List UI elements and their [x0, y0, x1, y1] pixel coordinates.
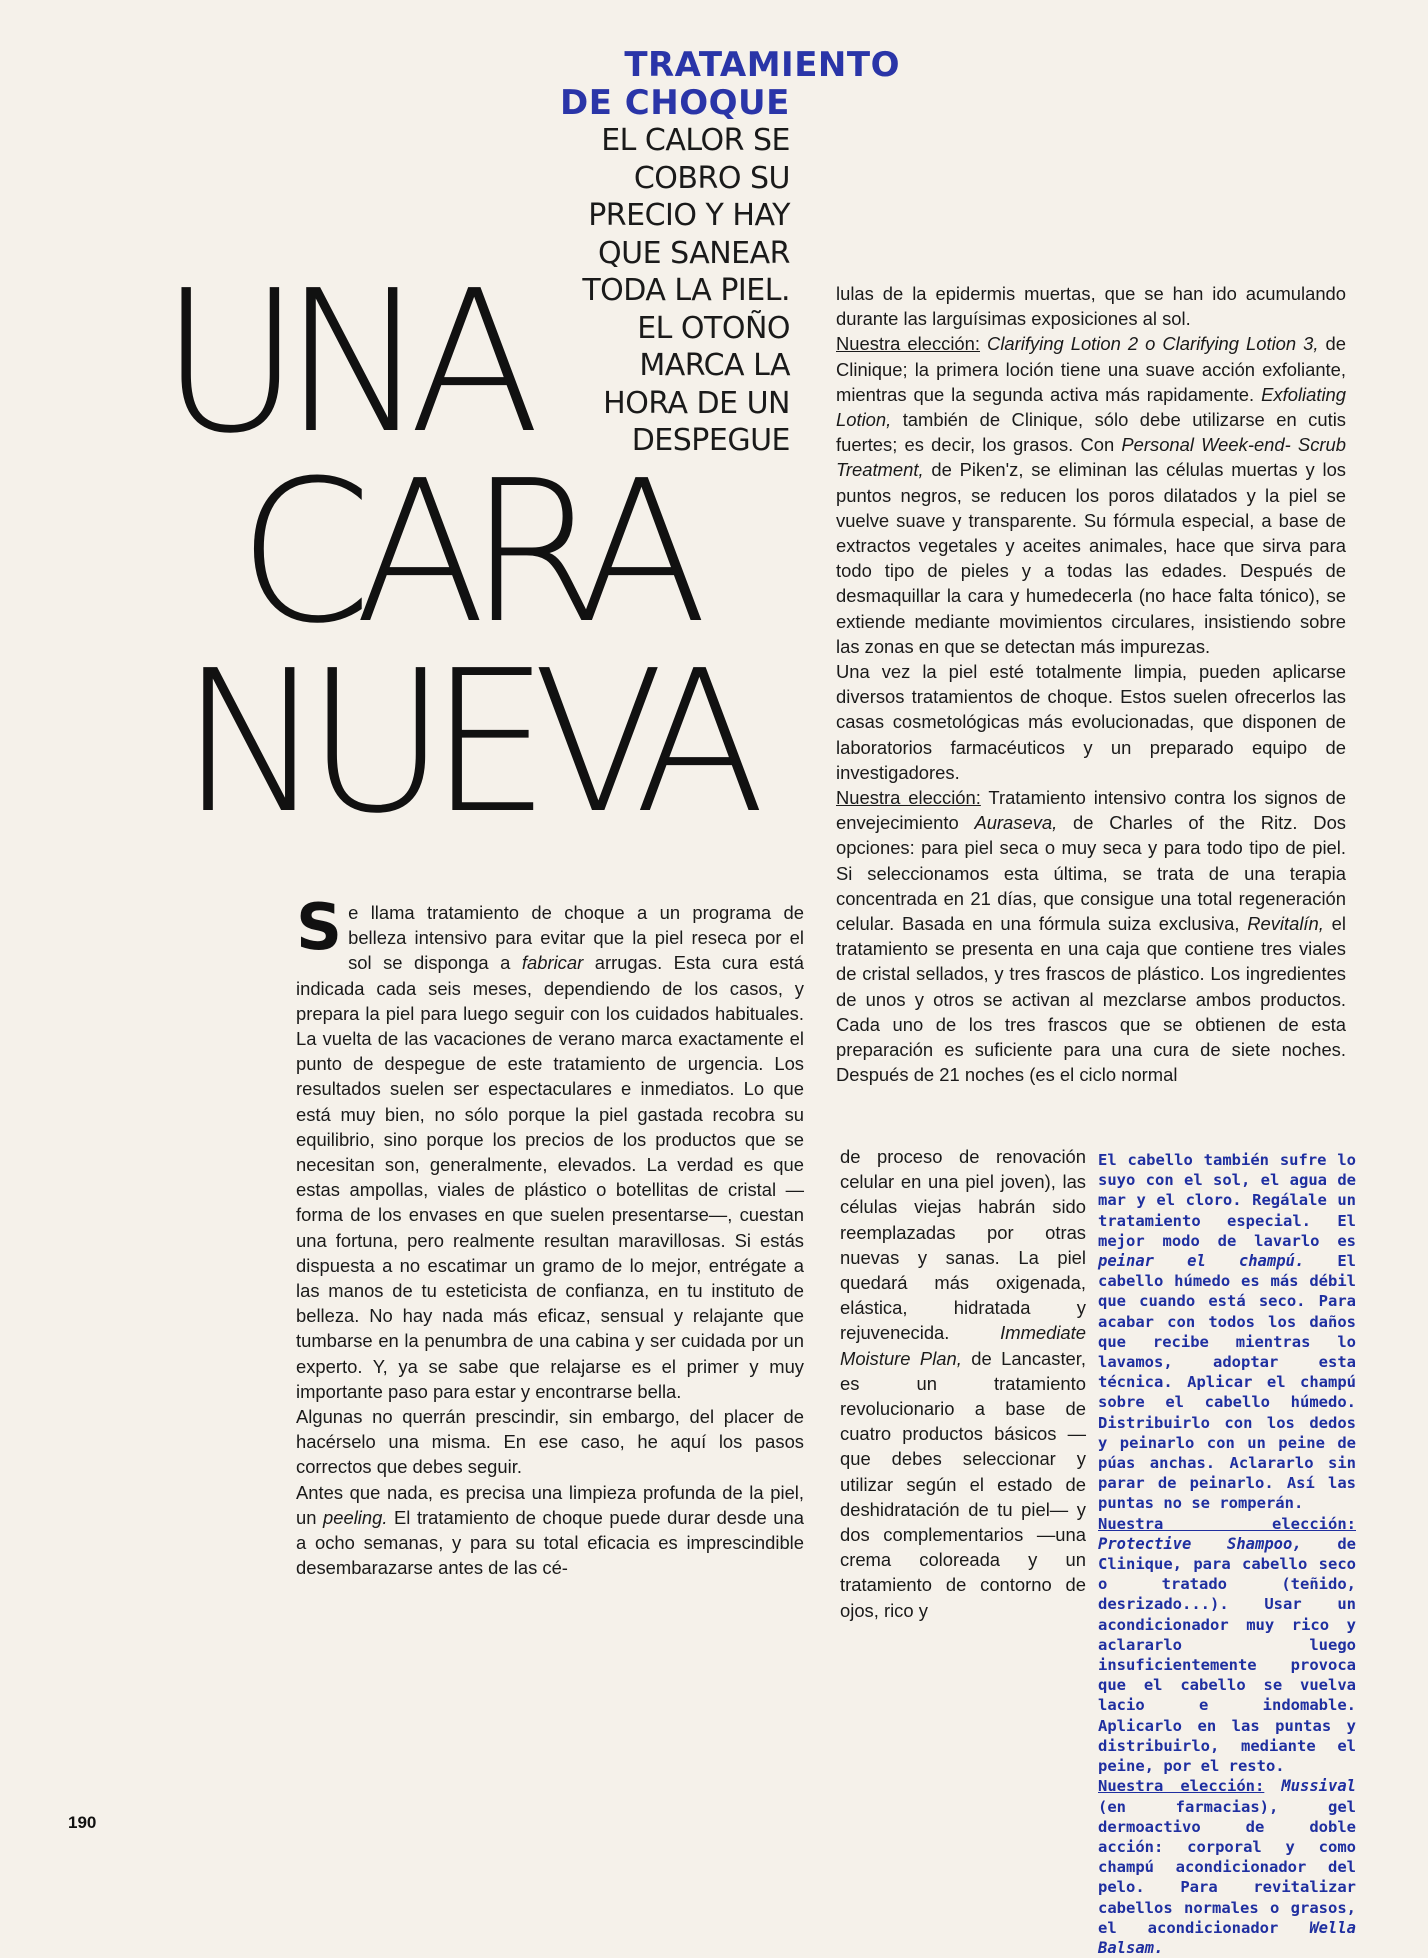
hair-care-sidebar: [1098, 1150, 1356, 1958]
deck-line: TODA LA PIEL.: [582, 273, 790, 308]
choice-label: Nuestra elección:: [836, 333, 981, 355]
deck-line: PRECIO Y HAY: [588, 198, 790, 233]
text-run-italic: Wella Balsam.: [1098, 1918, 1356, 1957]
text-run: el tratamiento se presenta en una caja que contiene tres viales de cristal sellados, y tres frascos de plástico. Los ingredientes de unos y otros se activan al mezclarse ambos productos. Cada uno de los tres frascos que se obtienen de esta preparación es suficiente para una cura de siete noches. Después de 21 noches (es el ciclo normal: [836, 913, 1346, 1086]
text-run: (en farmacias), gel dermoactivo de doble acción: corporal y como champú acondicionador del pelo. Para revitalizar cabellos normales o grasos, el acondicionador: [1098, 1797, 1356, 1937]
text-run: Antes que nada, es precisa una limpieza profunda de la piel, un: [296, 1481, 804, 1528]
text-run: Tratamiento intensivo contra los signos de envejecimiento: [836, 787, 1346, 834]
choice-label: Nuestra elección:: [1098, 1777, 1265, 1796]
text-run-italic: Auraseva,: [974, 812, 1058, 834]
headline-line-2: CARA: [238, 439, 691, 667]
text-run: de Piken'z, se eliminan las células muertas y los puntos negros, se reducen los poros dilatados y la piel se vuelve suave y transparente. Su fórmula especial, a base de extractos vegetales y aceites animales, hace que sirva para todo tipo de pieles y a todas las edades. Después de desmaquillar la cara y humedecerla (no hace falta tónico), se extiende mediante movimientos circulares, insistiendo sobre las zonas en que se detectan más impurezas.: [836, 459, 1346, 657]
deck-line: QUE SANEAR: [598, 235, 790, 271]
paragraph: lulas de la epidermis muertas, que se han ido acumulando durante las larguísimas exposiciones al sol.: [836, 283, 1346, 330]
page-number: 190: [68, 1813, 97, 1832]
text-run: arrugas. Esta cura está indicada cada seis meses, dependiendo de los casos, y prepara la piel para luego seguir con los cuidados habituales. La vuelta de las vacaciones de verano marca exactamente el punto de despegue de este tratamiento de urgencia. Los resultados suelen ser espectaculares e inmediatos. Lo que está muy bien, no sólo porque la piel gastada recobra su equilibrio, sino porque los precios de los productos que se necesitan son, generalmente, elevados. La verdad es que estas ampollas, viales de plástico o botellitas de cristal —forma de los envases en que suelen presentarse—, cuestan una fortuna, pero realmente resultan maravillosas. Si estás dispuesta a no escatimar un gramo de lo mejor, entrégate a las manos de tu esteticista de confianza, en tu instituto de belleza. No hay nada más eficaz, sensual y relajante que tumbarse en la penumbra de una cabina y ser cuidada por un experto. Y, ya se sabe que relajarse es el primer y muy importante paso para estar y encontrarse bella.: [296, 952, 804, 1402]
deck-line: HORA DE UN: [603, 385, 790, 421]
drop-cap: S: [296, 891, 343, 965]
headline-line-1: UNA: [160, 249, 523, 477]
text-run-italic: fabricar: [521, 952, 584, 974]
text-run: El tratamiento de choque puede durar desde una a ocho semanas, y para su total eficacia es imprescindible desembarazarse antes de las cé-: [296, 1506, 804, 1579]
text-run: también de Clinique, sólo debe utilizarse en cutis fuertes; es decir, los grasos. Con: [836, 409, 1346, 456]
paragraph: [836, 785, 1346, 1087]
text-run-italic: peinar el champú.: [1098, 1252, 1305, 1271]
paragraph: [296, 1480, 804, 1581]
paragraph: Una vez la piel esté totalmente limpia, pueden aplicarse diversos tratamientos de choque. Estos suelen ofrecerlos las casas cosmetológicas más evolucionadas, que disponen de laboratorios farmacéuticos y un preparado equipo de investigadores.: [836, 661, 1346, 783]
article-column-1: [296, 891, 804, 1580]
text-run: e llama tratamiento de choque a un programa de belleza intensivo para evitar que la piel reseca por el sol se disponga a: [348, 902, 804, 974]
text-run-italic: Revitalín,: [1247, 913, 1324, 935]
text-run: de proceso de renovación celular en una piel joven), las células viejas habrán sido reemplazadas por otras nuevas y sanas. La piel quedará más oxigenada, elástica, hidratada y rejuvenecida.: [840, 1146, 1086, 1344]
kicker: [560, 46, 900, 122]
deck-line: DESPEGUE: [631, 423, 790, 458]
deck-line: EL CALOR SE: [601, 123, 790, 158]
kicker-line-2: DE CHOQUE: [560, 83, 790, 123]
deck-line: EL OTOÑO: [637, 310, 790, 346]
headline-line-3: NUEVA: [180, 629, 748, 857]
text-run: El cabello húmedo es más débil que cuando está seco. Para acabar con todos los daños que recibe mientras lo lavamos, adoptar esta técnica. Aplicar el champú sobre el cabello húmedo. Distribuirlo con los dedos y peinarlo con un peine de púas anchas. Aclararlo sin parar de peinarlo. Así las puntas no se romperán.: [1098, 1252, 1357, 1513]
article-column-3: [840, 1144, 1086, 1623]
deck-line: COBRO SU: [633, 160, 790, 196]
deck-line: MARCA LA: [639, 348, 790, 383]
paragraph: [840, 1144, 1086, 1623]
text-run: El cabello también sufre lo suyo con el sol, el agua de mar y el cloro. Regálale un tratamiento especial. El mejor modo de lavarlo es: [1098, 1151, 1356, 1250]
text-run-italic: Protective Shampoo,: [1098, 1534, 1302, 1553]
text-run: de Lancaster, es un tratamiento revolucionario a base de cuatro productos básicos —que debes seleccionar y utilizar según el estado de deshidratación de tu piel— y dos complementarios —una crema coloreada y un tratamiento de contorno de ojos, rico y: [840, 1347, 1086, 1621]
text-run: de Charles of the Ritz. Dos opciones: para piel seca o muy seca y para todo tipo de piel. Si seleccionamos esta última, se trata de una terapia concentrada en 21 días, que consigue una total regeneración celular. Basada en una fórmula suiza exclusiva,: [836, 812, 1346, 935]
choice-label: Nuestra elección:: [836, 787, 981, 809]
text-run-italic: Exfoliating Lotion,: [836, 383, 1346, 431]
text-run-italic: Mussival: [1281, 1777, 1356, 1796]
article-column-2: [836, 281, 1346, 1088]
text-run-italic: Personal Week-end- Scrub Treatment,: [836, 434, 1346, 481]
text-run: de Clinique; la primera loción tiene una suave acción exfoliante, mientras que la segunda activa más rapidamente.: [836, 333, 1346, 405]
sidebar-paragraph: [1098, 1514, 1356, 1777]
sidebar-paragraph: [1098, 1150, 1356, 1514]
text-run-italic: peeling.: [323, 1506, 388, 1528]
text-run-italic: Clarifying Lotion 2 o Clarifying Lotion 3,: [987, 333, 1319, 355]
text-run-italic: Immediate Moisture Plan,: [840, 1322, 1086, 1369]
text-run: de Clinique, para cabello seco o tratado (teñido, desrizado...). Usar un acondicionador muy rico y aclararlo luego insuficientemente provoca que el cabello se vuelva lacio e indomable. Aplicarlo en las puntas y distribuirlo, mediante el peine, por el resto.: [1098, 1534, 1356, 1776]
paragraph: [296, 891, 804, 1404]
kicker-line-1: TRATAMIENTO: [624, 45, 900, 85]
paragraph: [836, 331, 1346, 659]
paragraph: Algunas no querrán prescindir, sin embargo, del placer de hacérselo una misma. En ese caso, he aquí los pasos correctos que debes seguir.: [296, 1406, 804, 1478]
sidebar-paragraph: [1098, 1776, 1356, 1958]
choice-label: Nuestra elección:: [1098, 1514, 1356, 1533]
